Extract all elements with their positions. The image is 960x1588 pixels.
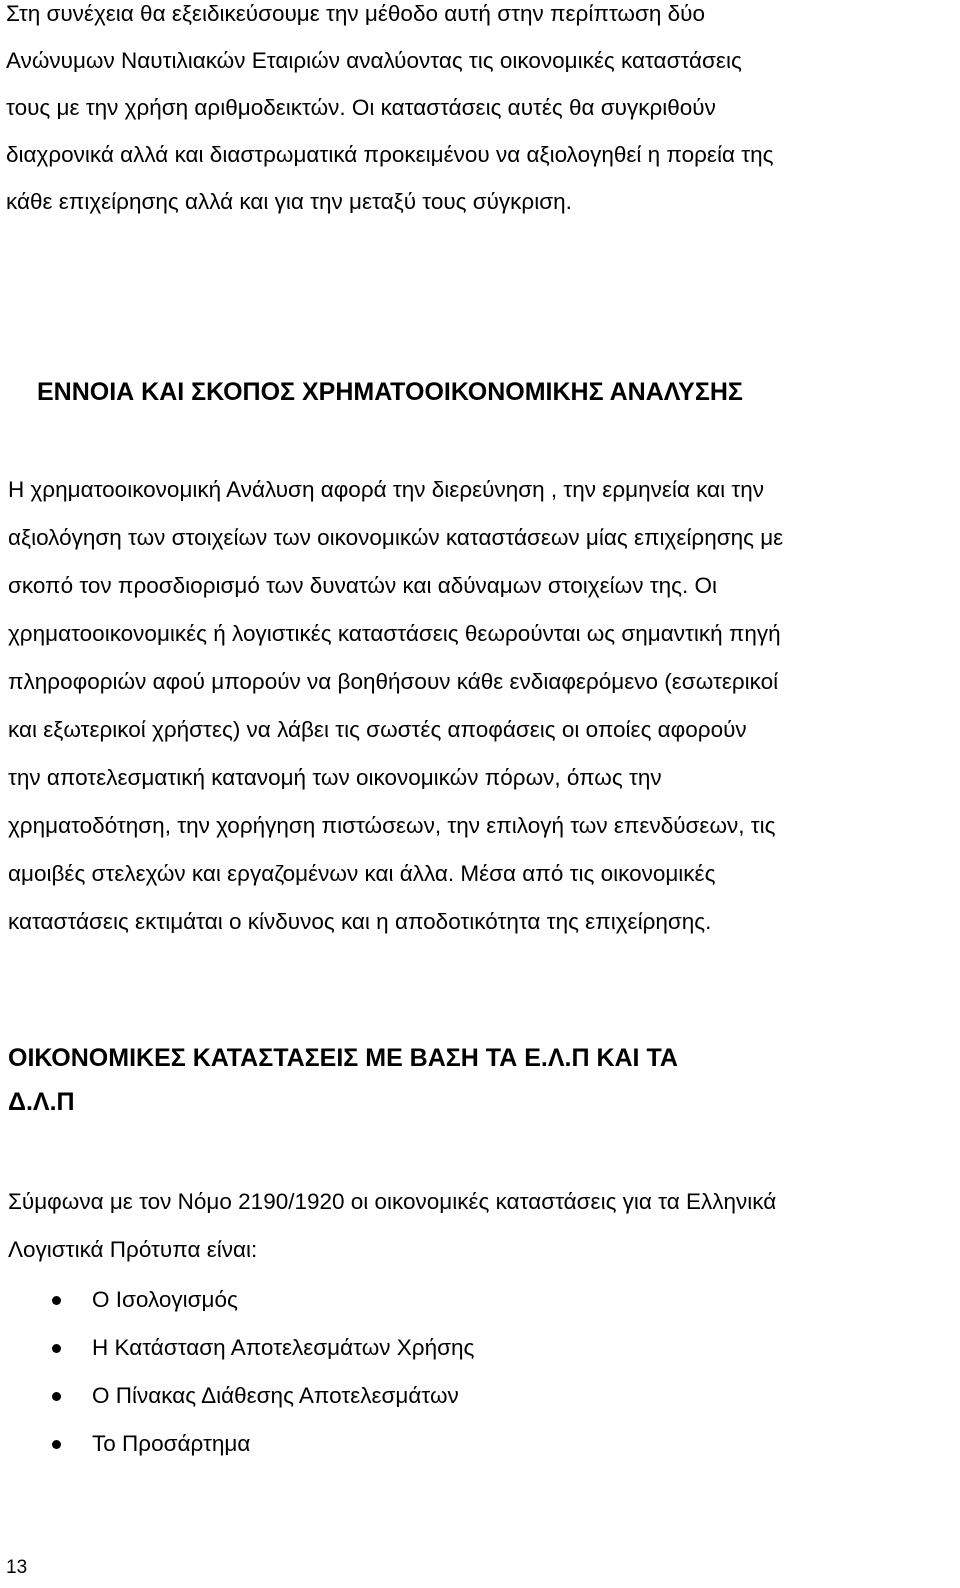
paragraph-line: την αποτελεσματική κατανομή των οικονομικών πόρων, όπως την	[8, 765, 662, 790]
paragraph-line: σκοπό τον προσδιορισμό των δυνατών και αδύναμων στοιχείων της. Οι	[8, 573, 717, 598]
paragraph-line: και εξωτερικοί χρήστες) να λάβει τις σωστές αποφάσεις οι οποίες αφορούν	[8, 717, 747, 742]
paragraph-line: χρηματοοικονομικές ή λογιστικές καταστάσεις θεωρούνται ως σημαντική πηγή	[8, 621, 781, 646]
intro-line: Ανώνυμων Ναυτιλιακών Εταιριών αναλύοντας τις οικονομικές καταστάσεις	[6, 48, 742, 73]
intro-line: τους με την χρήση αριθμοδεικτών. Οι καταστάσεις αυτές θα συγκριθούν	[6, 95, 716, 120]
bullet-icon	[52, 1296, 61, 1305]
paragraph-line: αξιολόγηση των στοιχείων των οικονομικών καταστάσεων μίας επιχείρησης με	[8, 525, 784, 550]
paragraph-line: Λογιστικά Πρότυπα είναι:	[8, 1237, 258, 1262]
intro-line: κάθε επιχείρησης αλλά και για την μεταξύ τους σύγκριση.	[6, 189, 572, 214]
heading-line: ΟΙΚΟΝΟΜΙΚΕΣ ΚΑΤΑΣΤΑΣΕΙΣ ΜΕ ΒΑΣΗ ΤΑ Ε.Λ.Π ΚΑΙ ΤΑ	[8, 1044, 678, 1072]
paragraph-line: πληροφοριών αφού μπορούν να βοηθήσουν κάθε ενδιαφερόμενο (εσωτερικοί	[8, 669, 779, 694]
intro-line: Στη συνέχεια θα εξειδικεύσουμε την μέθοδο αυτή στην περίπτωση δύο	[6, 1, 705, 26]
paragraph-line: καταστάσεις εκτιμάται ο κίνδυνος και η αποδοτικότητα της επιχείρησης.	[8, 909, 712, 934]
paragraph-line: αμοιβές στελεχών και εργαζομένων και άλλα. Μέσα από τις οικονομικές	[8, 861, 716, 886]
paragraph-line: χρηματοδότηση, την χορήγηση πιστώσεων, την επιλογή των επενδύσεων, τις	[8, 813, 776, 838]
bullet-icon	[52, 1440, 61, 1449]
list-item-text: Η Κατάσταση Αποτελεσμάτων Χρήσης	[92, 1335, 475, 1360]
list-item-text: Ο Ισολογισμός	[92, 1287, 238, 1312]
section-heading-concept: ΕΝΝΟΙΑ ΚΑΙ ΣΚΟΠΟΣ ΧΡΗΜΑΤΟΟΙΚΟΝΟΜΙΚΗΣ ΑΝΑΛΥΣΗΣ	[37, 378, 743, 406]
intro-line: διαχρονικά αλλά και διαστρωματικά προκειμένου να αξιολογηθεί η πορεία της	[6, 142, 774, 167]
paragraph-line: Σύμφωνα με τον Νόμο 2190/1920 οι οικονομικές καταστάσεις για τα Ελληνικά	[8, 1189, 777, 1214]
page-number: 13	[6, 1557, 28, 1578]
bullet-icon	[52, 1392, 61, 1401]
bullet-icon	[52, 1344, 61, 1353]
list-item-text: Το Προσάρτημα	[92, 1431, 251, 1456]
list-item-text: Ο Πίνακας Διάθεσης Αποτελεσμάτων	[92, 1383, 459, 1408]
paragraph-line: Η χρηματοοικονομική Ανάλυση αφορά την διερεύνηση , την ερμηνεία και την	[8, 477, 765, 502]
heading-line: Δ.Λ.Π	[8, 1088, 75, 1116]
